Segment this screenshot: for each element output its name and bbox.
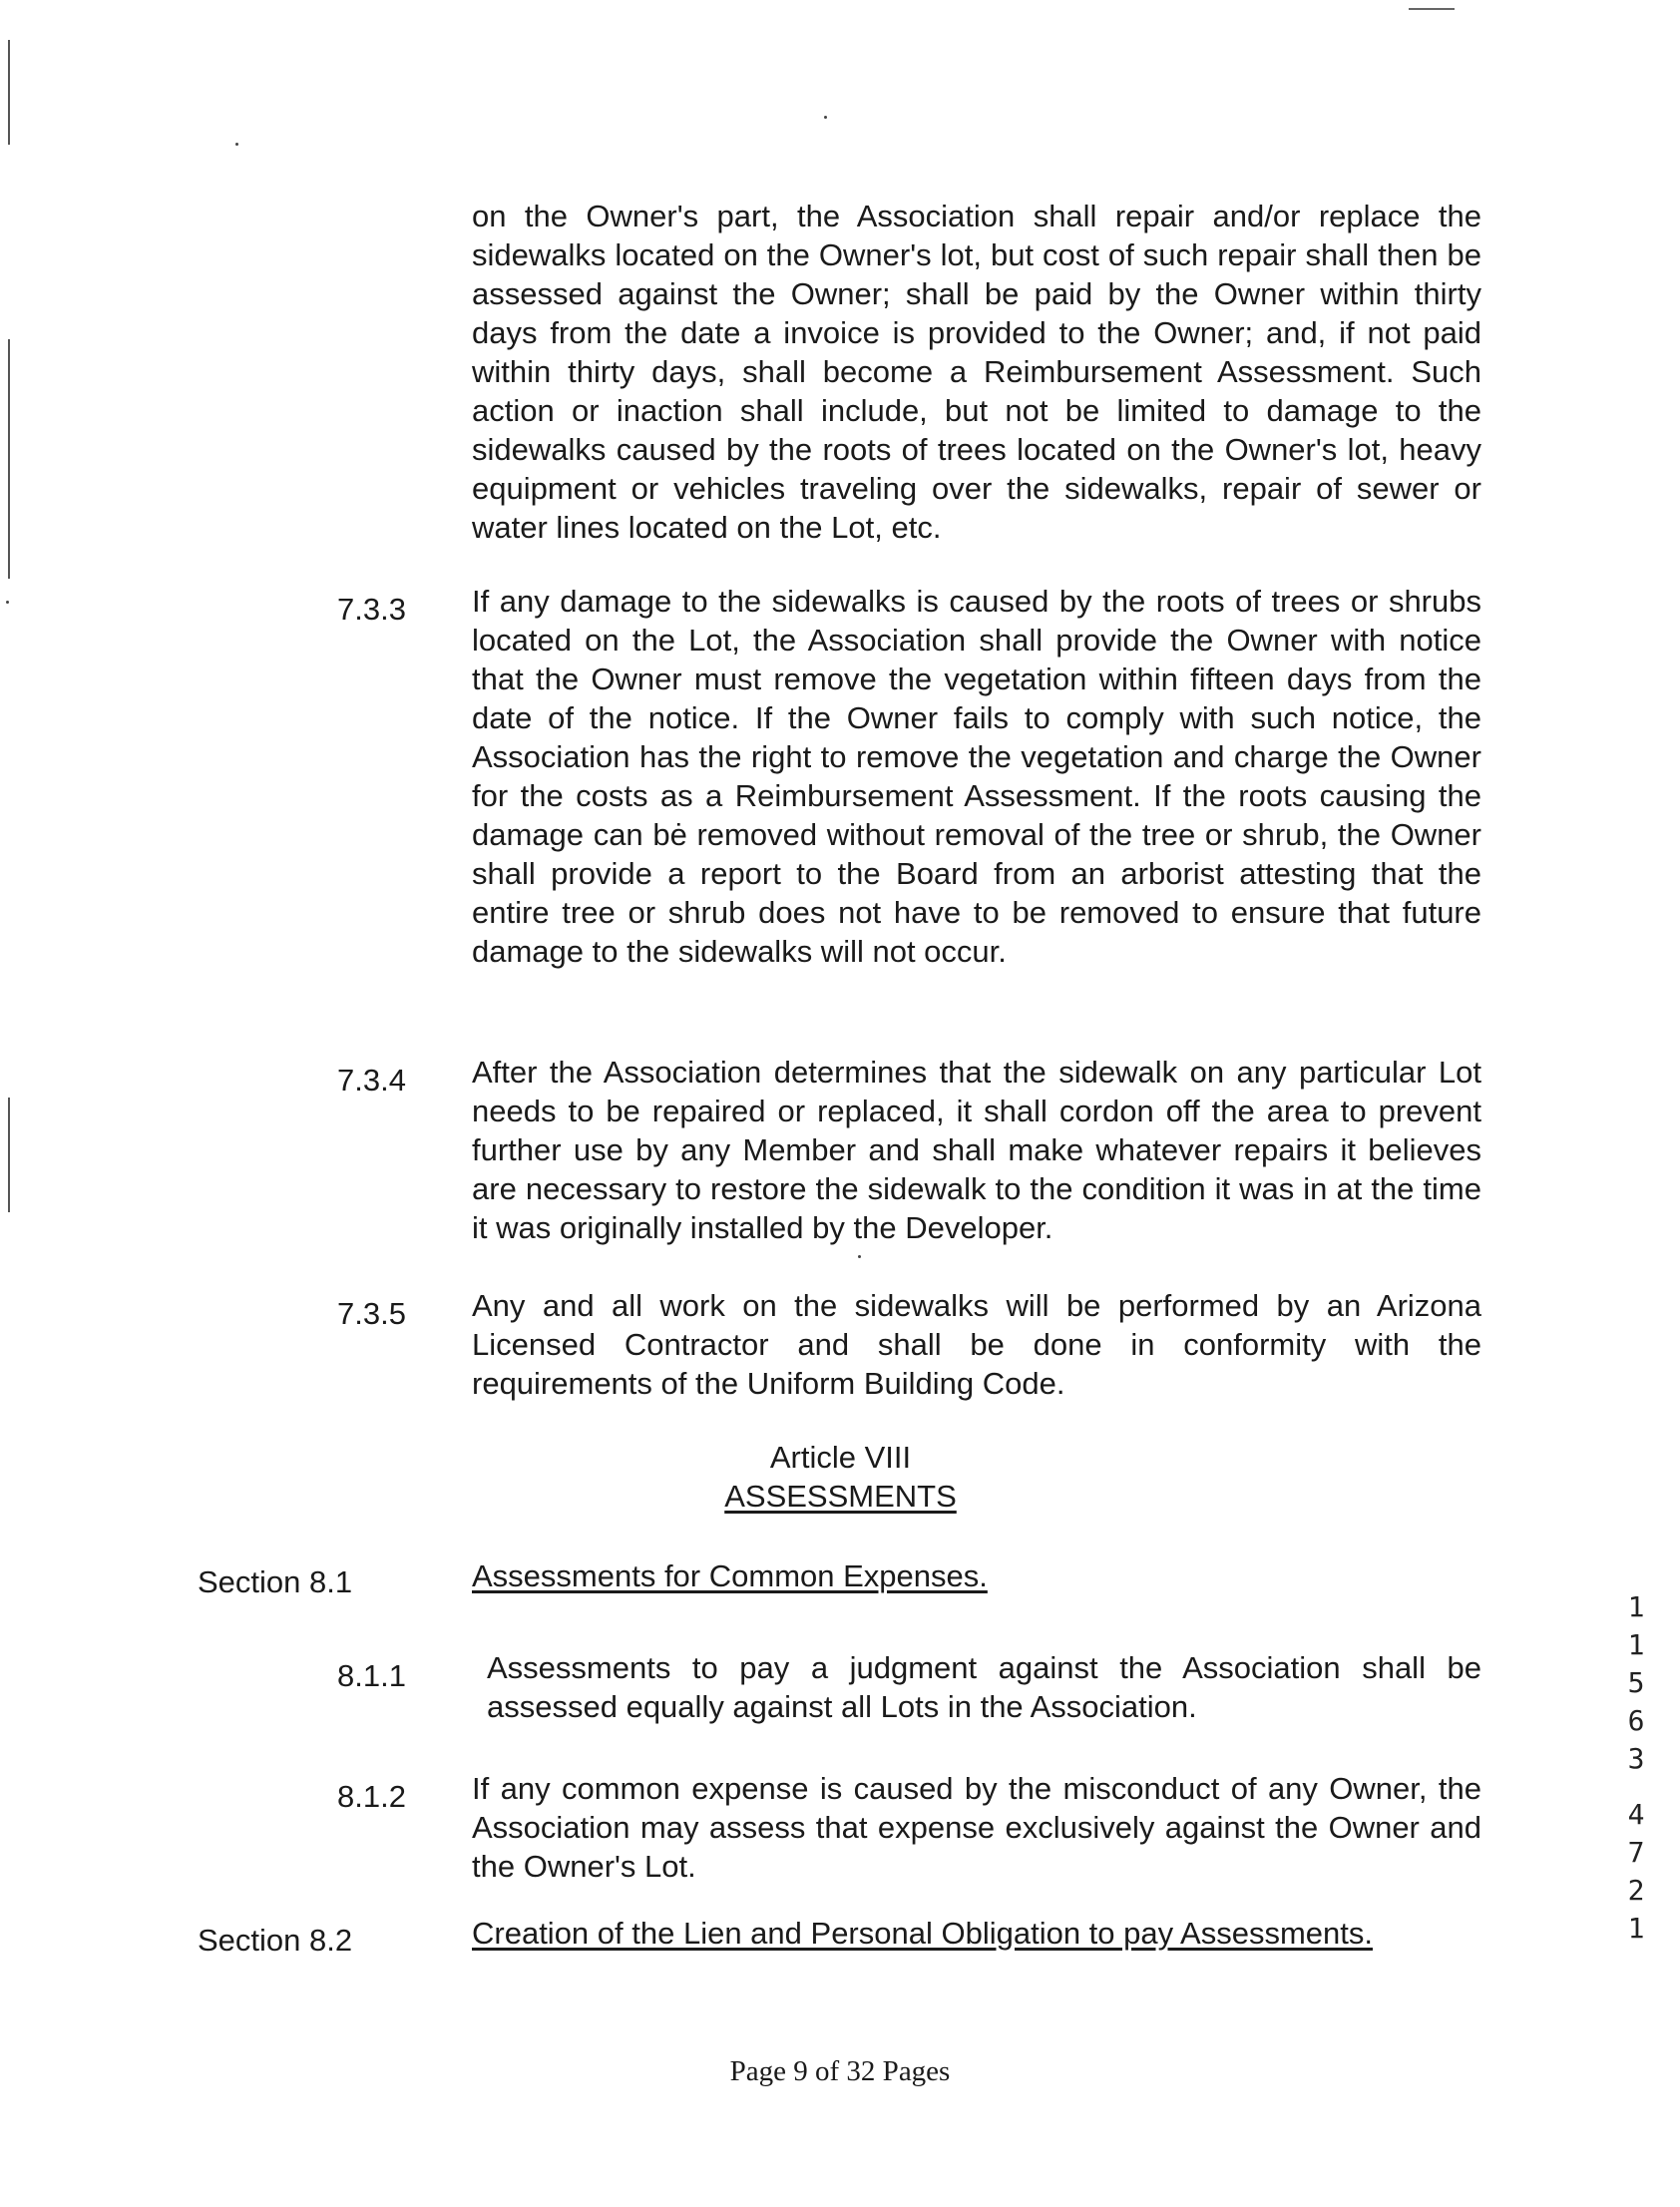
clause-number: 8.1.1 xyxy=(337,1658,406,1693)
stamp-digit: 4 xyxy=(1627,1798,1645,1831)
scan-speck xyxy=(858,1255,861,1258)
scan-speck xyxy=(824,116,827,119)
clause-text: Any and all work on the sidewalks will be performed by an Arizona Licensed Contractor and shall be done in conformity with the requirements of the Uniform Building Code. xyxy=(472,1288,1481,1401)
clause-text: If any damage to the sidewalks is caused by the roots of trees or shrubs located on the Lot, the Association shall provide the Owner with notice that the Owner must remove the vegetation within fifteen days from the date of the notice. If the Owner fails to comply with such notice, the Association has the right to remove the vegetation and charge the Owner for the costs as a Reimbursement Assessment. If the roots causing the damage can bė removed without removal of the tree or shrub, the Owner shall provide a report to the Board from an arborist attesting that the entire tree or shrub does not have to be removed to ensure that future damage to the sidewalks will not occur. xyxy=(472,584,1481,969)
section-label: Section 8.2 xyxy=(198,1923,353,1958)
clause-text: After the Association determines that the sidewalk on any particular Lot needs to be repaired or replaced, it shall cordon off the area to prevent further use by any Member and shall make whatever repairs it believes are necessary to restore the sidewalk to the condition it was in at the time it was originally installed by the Developer. xyxy=(472,1055,1481,1245)
clause-number: 7.3.5 xyxy=(337,1296,406,1331)
recording-number-stamp xyxy=(1621,1588,1651,1948)
stamp-digit: 1 xyxy=(1627,1912,1645,1945)
stamp-digit: 5 xyxy=(1627,1666,1645,1699)
clause-number: 7.3.4 xyxy=(337,1063,406,1098)
article-label: Article VIII xyxy=(769,1440,912,1475)
scan-edge-mark xyxy=(8,40,10,145)
article-heading xyxy=(698,1438,983,1516)
section-title: Assessments for Common Expenses. xyxy=(472,1558,988,1593)
clause-number: 8.1.2 xyxy=(337,1779,406,1814)
stamp-digit: 2 xyxy=(1627,1874,1645,1907)
section-title: Creation of the Lien and Personal Obligation to pay Assessments. xyxy=(472,1916,1373,1951)
stamp-digit: 1 xyxy=(1627,1590,1645,1623)
clause-number: 7.3.3 xyxy=(337,592,406,627)
stamp-digit: 7 xyxy=(1627,1836,1645,1869)
stamp-digit: 3 xyxy=(1627,1742,1645,1775)
scan-speck xyxy=(235,143,238,146)
article-title: ASSESSMENTS xyxy=(724,1479,957,1514)
scan-speck xyxy=(6,601,9,604)
scan-edge-mark xyxy=(8,339,10,579)
clause-text: Assessments to pay a judgment against the Association shall be assessed equally against all Lots in the Association. xyxy=(487,1650,1481,1724)
clause-text: If any common expense is caused by the misconduct of any Owner, the Association may assess that expense exclusively against the Owner and the Owner's Lot. xyxy=(472,1771,1481,1884)
stamp-digit: 6 xyxy=(1627,1704,1645,1737)
page-footer: Page 9 of 32 Pages xyxy=(729,2055,951,2087)
scan-edge-mark xyxy=(1409,8,1455,10)
scan-edge-mark xyxy=(8,1098,10,1212)
stamp-digit: 1 xyxy=(1627,1628,1645,1661)
continuation-paragraph: on the Owner's part, the Association shall repair and/or replace the sidewalks located on the Owner's lot, but cost of such repair shall then be assessed against the Owner; shall be paid by the Owner within thirty days from the date a invoice is provided to the Owner; and, if not paid within thirty days, shall become a Reimbursement Assessment. Such action or inaction shall include, but not be limited to damage to the sidewalks caused by the roots of trees located on the Owner's lot, heavy equipment or vehicles traveling over the sidewalks, repair of sewer or water lines located on the Lot, etc. xyxy=(472,199,1481,545)
section-label: Section 8.1 xyxy=(198,1564,353,1599)
